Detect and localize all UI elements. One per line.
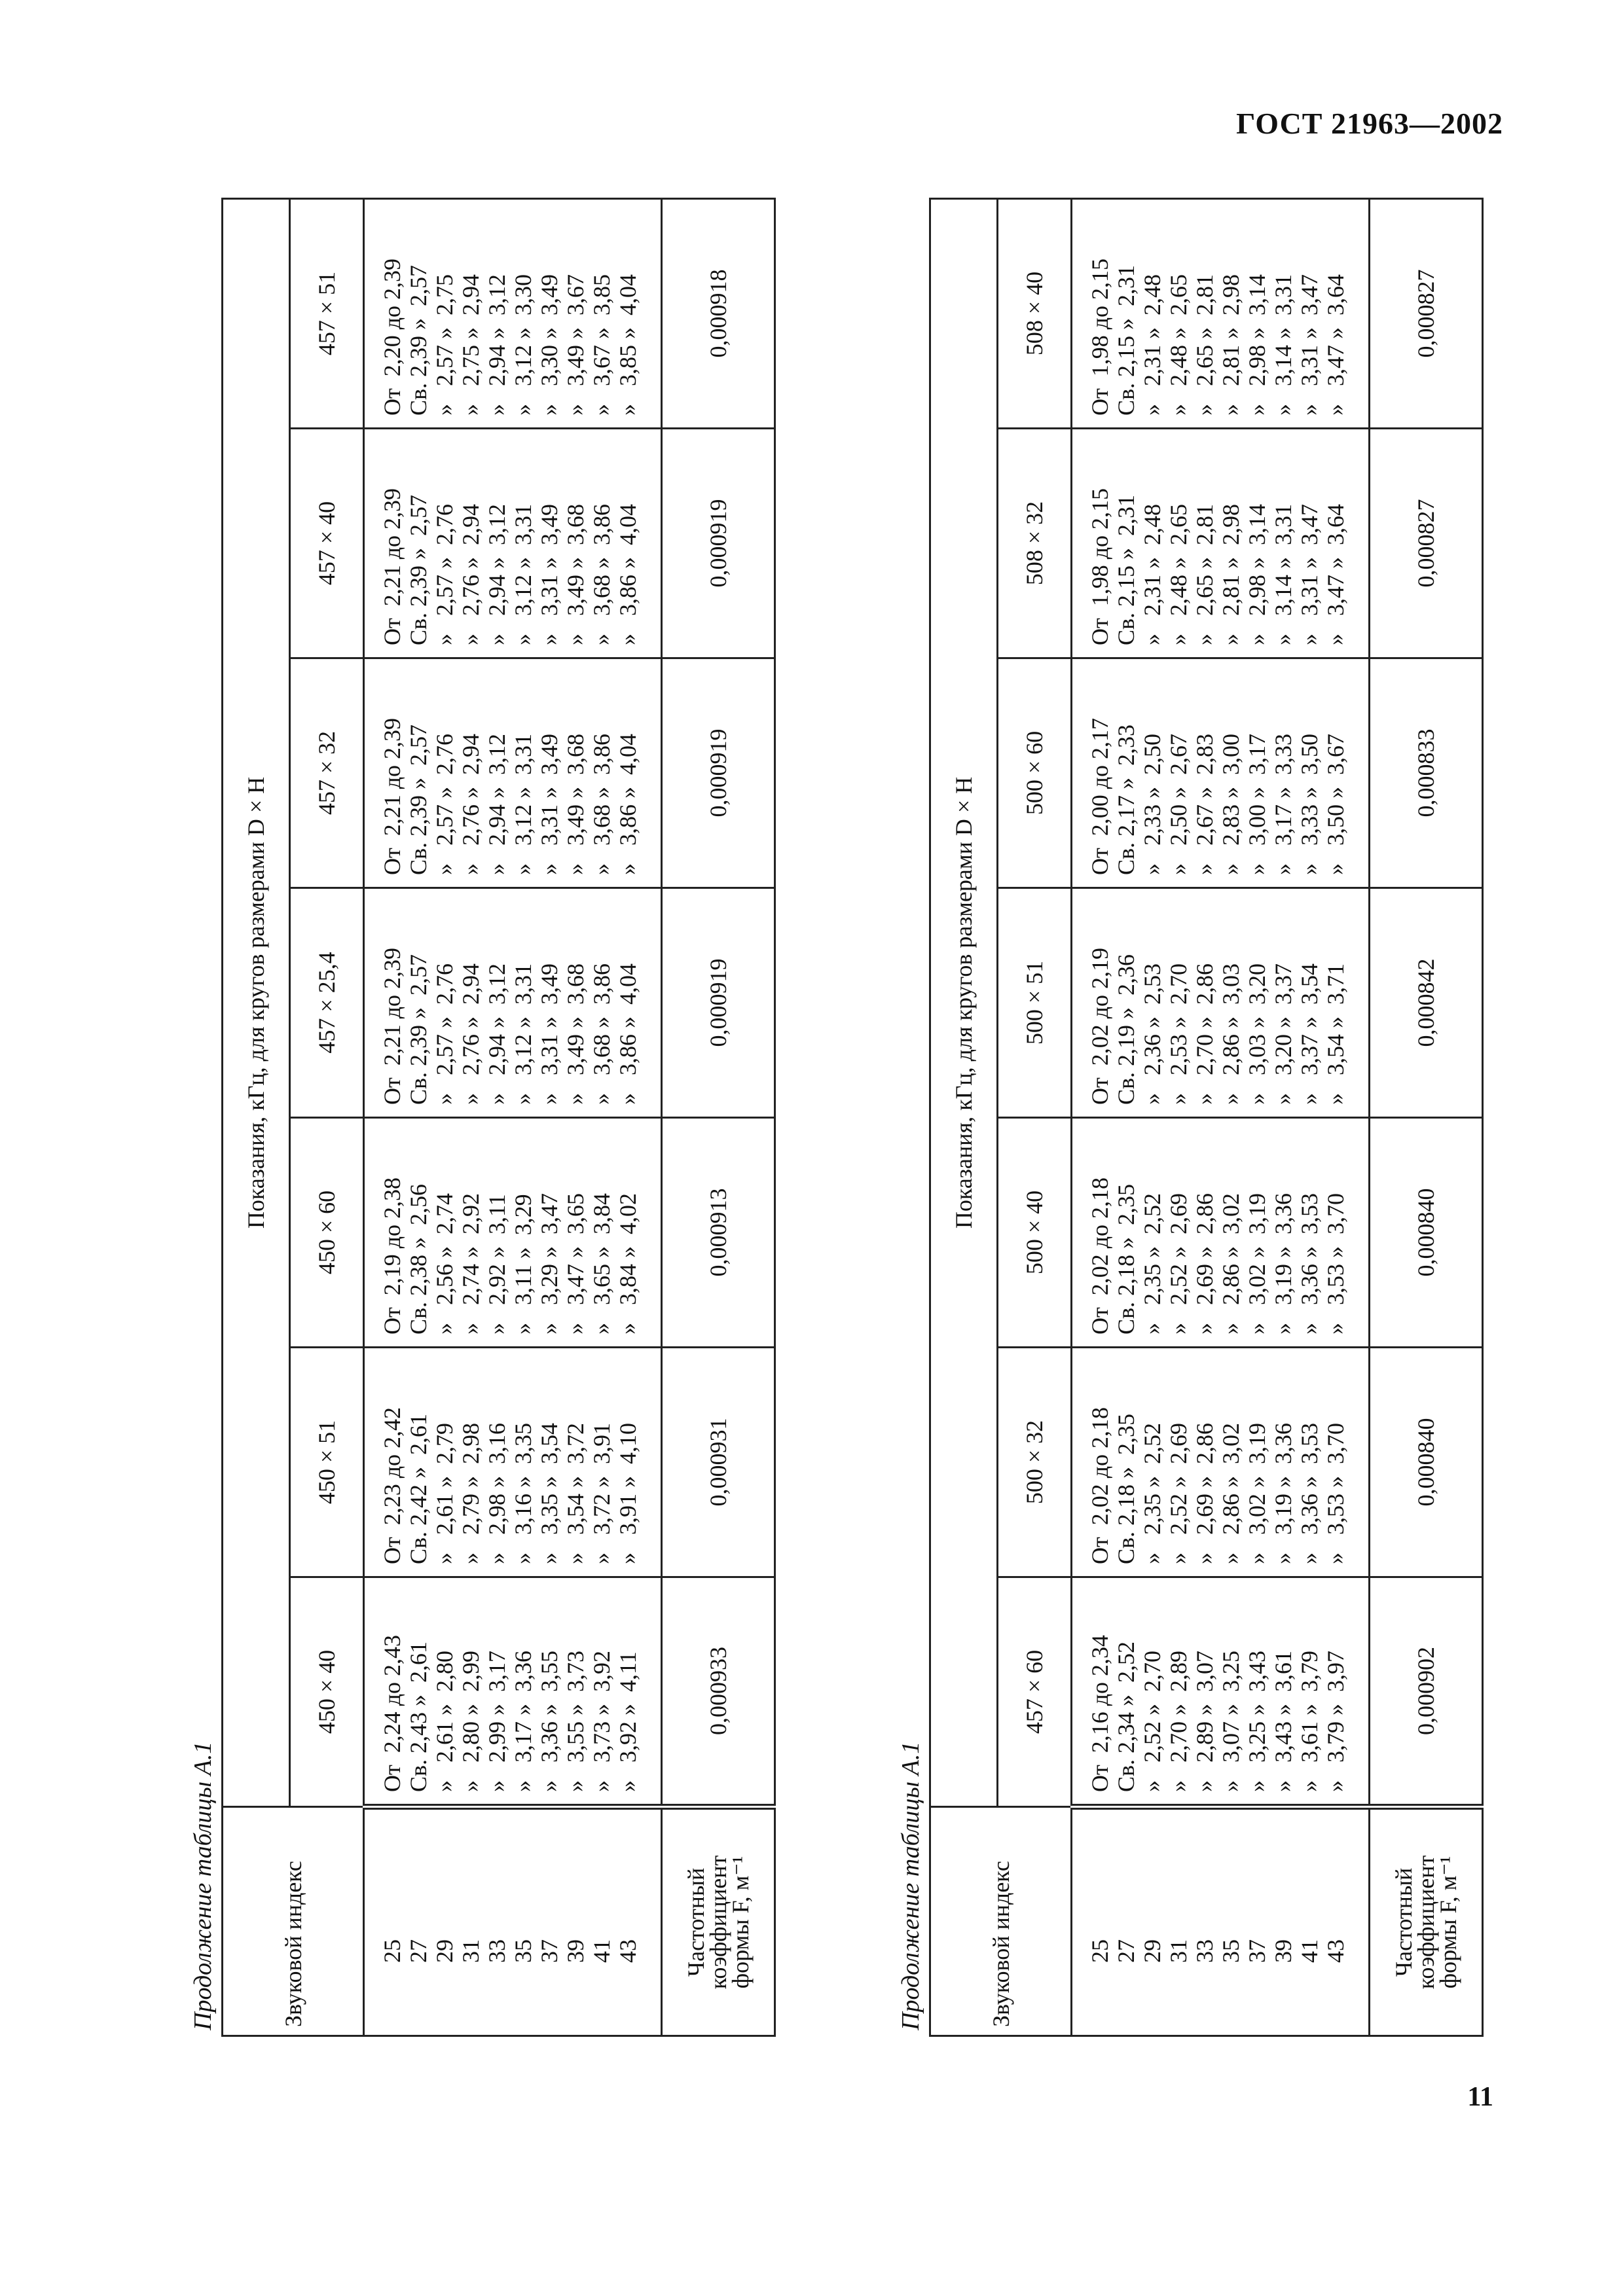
range-value: От 2,21 до 2,39	[379, 488, 405, 645]
range-value: » 2,57 » 2,76	[431, 734, 458, 875]
sound-index-value: 35	[1218, 1939, 1244, 1963]
range-value: От 2,00 до 2,17	[1087, 717, 1113, 875]
size-header: 457 × 32	[290, 658, 364, 888]
readings-table	[929, 198, 1484, 2037]
range-value: » 2,94 » 3,12	[484, 963, 510, 1105]
sound-index-value: 25	[1087, 1939, 1113, 1963]
range-value: » 3,67 » 3,85	[589, 274, 615, 416]
range-value: » 2,33 » 2,50	[1139, 734, 1165, 875]
range-cell	[1072, 429, 1370, 658]
coefficient-value: 0,000833	[1370, 658, 1483, 888]
range-value: » 3,50 » 3,67	[1322, 734, 1349, 875]
coefficient-value: 0,000840	[1370, 1348, 1483, 1577]
range-value: » 3,31 » 3,49	[536, 734, 562, 875]
sound-index-value: 25	[379, 1939, 405, 1963]
range-value: » 3,43 » 3,61	[1270, 1651, 1296, 1792]
range-cell	[364, 1577, 662, 1807]
range-value: » 3,86 » 4,04	[615, 504, 641, 645]
range-value: » 2,53 » 2,70	[1165, 963, 1192, 1105]
coefficient-value: 0,000919	[662, 658, 775, 888]
range-value: От 2,24 до 2,43	[379, 1634, 405, 1792]
range-value: » 3,86 » 4,04	[615, 963, 641, 1105]
sound-index-value: 31	[1165, 1939, 1192, 1963]
sound-index-value: 39	[562, 1939, 589, 1963]
range-value: » 2,92 » 3,11	[484, 1194, 510, 1335]
range-value: Св. 2,38 » 2,56	[405, 1183, 431, 1335]
size-header: 500 × 32	[998, 1348, 1072, 1577]
range-value: » 3,55 » 3,73	[562, 1651, 589, 1792]
range-value: От 2,20 до 2,39	[379, 258, 405, 416]
range-value: » 2,52 » 2,69	[1165, 1193, 1192, 1335]
range-value: » 2,76 » 2,94	[458, 734, 484, 875]
range-value: » 3,68 » 3,86	[589, 963, 615, 1105]
range-value: Св. 2,43 » 2,61	[405, 1641, 431, 1792]
size-header: 457 × 51	[290, 198, 364, 428]
range-value: » 2,74 » 2,92	[458, 1193, 484, 1335]
range-value: От 2,19 до 2,38	[379, 1177, 405, 1335]
range-value: » 3,19 » 3,36	[1270, 1423, 1296, 1564]
range-value: Св. 2,17 » 2,33	[1113, 724, 1139, 875]
sound-index-cell	[364, 1807, 662, 2036]
range-value: » 2,98 » 3,14	[1244, 274, 1270, 416]
sound-index-value: 33	[1192, 1939, 1218, 1963]
coefficient-label-line: Частотный	[1391, 1867, 1417, 1977]
range-value: » 3,20 » 3,37	[1270, 963, 1296, 1105]
sound-index-cell	[1072, 1807, 1370, 2036]
range-value: » 3,12 » 3,31	[510, 963, 536, 1105]
size-header: 508 × 32	[998, 429, 1072, 658]
range-value: » 3,02 » 3,19	[1244, 1423, 1270, 1564]
range-value: » 3,68 » 3,86	[589, 734, 615, 875]
coefficient-label-line: коэффициент	[1413, 1855, 1439, 1990]
range-value: » 3,49 » 3,68	[562, 734, 589, 875]
range-value: » 3,14 » 3,31	[1270, 504, 1296, 645]
coefficient-value: 0,000902	[1370, 1577, 1483, 1807]
range-value: » 2,61 » 2,80	[431, 1651, 458, 1792]
range-value: » 3,92 » 4,11	[615, 1651, 641, 1792]
range-value: » 3,47 » 3,64	[1322, 504, 1349, 645]
sound-index-value: 37	[536, 1939, 562, 1963]
range-value: » 3,31 » 3,47	[1296, 504, 1322, 645]
size-header: 457 × 60	[998, 1577, 1072, 1807]
sound-index-value: 43	[1322, 1939, 1349, 1963]
coefficient-value: 0,000842	[1370, 888, 1483, 1118]
size-header: 457 × 40	[290, 429, 364, 658]
table-block-1	[185, 198, 776, 2037]
range-value: » 3,02 » 3,19	[1244, 1193, 1270, 1335]
range-value: » 3,12 » 3,30	[510, 274, 536, 416]
range-value: » 2,35 » 2,52	[1139, 1193, 1165, 1335]
size-header: 500 × 40	[998, 1118, 1072, 1348]
sound-index-value: 37	[1244, 1939, 1270, 1963]
range-value: » 2,48 » 2,65	[1165, 274, 1192, 416]
range-value: От 2,02 до 2,18	[1087, 1177, 1113, 1335]
range-value: От 2,21 до 2,39	[379, 717, 405, 875]
sound-index-value: 29	[1139, 1939, 1165, 1963]
range-value: » 2,79 » 2,98	[458, 1423, 484, 1564]
range-value: » 3,53 » 3,70	[1322, 1193, 1349, 1335]
range-value: » 3,35 » 3,54	[536, 1423, 562, 1564]
range-value: Св. 2,18 » 2,35	[1113, 1413, 1139, 1564]
range-cell	[1072, 658, 1370, 888]
size-header: 450 × 60	[290, 1118, 364, 1348]
sound-index-value: 27	[1113, 1939, 1139, 1963]
range-value: » 3,31 » 3,47	[1296, 274, 1322, 416]
range-value: » 3,03 » 3,20	[1244, 963, 1270, 1105]
range-value: Св. 2,39 » 2,57	[405, 494, 431, 645]
size-header: 508 × 40	[998, 198, 1072, 428]
range-value: От 2,23 до 2,42	[379, 1407, 405, 1564]
range-value: » 3,31 » 3,49	[536, 504, 562, 645]
range-value: » 3,30 » 3,49	[536, 274, 562, 416]
range-value: » 2,86 » 3,02	[1218, 1193, 1244, 1335]
range-value: » 2,69 » 2,86	[1192, 1423, 1218, 1564]
coefficient-label	[1370, 1807, 1483, 2036]
coefficient-label-line: формы F, м⁻¹	[1435, 1856, 1461, 1989]
coefficient-label-line: коэффициент	[705, 1855, 731, 1990]
range-value: » 2,89 » 3,07	[1192, 1651, 1218, 1792]
range-value: » 3,49 » 3,68	[562, 504, 589, 645]
range-value: От 2,16 до 2,34	[1087, 1634, 1113, 1792]
sound-index-value: 33	[484, 1939, 510, 1963]
range-value: » 2,76 » 2,94	[458, 963, 484, 1105]
range-value: » 2,48 » 2,65	[1165, 504, 1192, 645]
range-value: » 2,70 » 2,86	[1192, 963, 1218, 1105]
range-value: » 3,12 » 3,31	[510, 504, 536, 645]
range-value: » 2,65 » 2,81	[1192, 274, 1218, 416]
range-value: » 2,50 » 2,67	[1165, 734, 1192, 875]
range-value: » 2,94 » 3,12	[484, 274, 510, 416]
range-value: От 2,02 до 2,19	[1087, 947, 1113, 1105]
range-value: » 3,16 » 3,35	[510, 1423, 536, 1564]
range-value: От 1,98 до 2,15	[1087, 488, 1113, 645]
range-value: » 2,98 » 3,16	[484, 1423, 510, 1564]
sound-index-value: 29	[431, 1939, 458, 1963]
range-value: » 3,86 » 4,04	[615, 734, 641, 875]
range-value: » 3,84 » 4,02	[615, 1193, 641, 1335]
range-cell	[364, 1118, 662, 1348]
range-value: Св. 2,39 » 2,57	[405, 264, 431, 416]
sound-index-header: Звуковой индекс	[930, 1807, 1072, 2036]
range-value: » 3,36 » 3,53	[1296, 1193, 1322, 1335]
range-value: » 2,36 » 2,53	[1139, 963, 1165, 1105]
range-value: » 2,75 » 2,94	[458, 274, 484, 416]
range-value: » 2,83 » 3,00	[1218, 734, 1244, 875]
range-value: » 3,79 » 3,97	[1322, 1651, 1349, 1792]
range-value: » 3,61 » 3,79	[1296, 1651, 1322, 1792]
range-value: От 2,02 до 2,18	[1087, 1407, 1113, 1564]
range-cell	[364, 198, 662, 428]
range-value: Св. 2,34 » 2,52	[1113, 1641, 1139, 1792]
sound-index-value: 39	[1270, 1939, 1296, 1963]
coefficient-value: 0,000931	[662, 1348, 775, 1577]
range-cell	[364, 429, 662, 658]
range-value: » 2,86 » 3,02	[1218, 1423, 1244, 1564]
range-value: » 3,49 » 3,67	[562, 274, 589, 416]
size-header: 500 × 60	[998, 658, 1072, 888]
range-value: » 2,86 » 3,03	[1218, 963, 1244, 1105]
range-cell	[1072, 1348, 1370, 1577]
range-value: » 3,33 » 3,50	[1296, 734, 1322, 875]
range-cell	[1072, 1577, 1370, 1807]
range-value: Св. 2,15 » 2,31	[1113, 264, 1139, 416]
coefficient-value: 0,000840	[1370, 1118, 1483, 1348]
sound-index-value: 35	[510, 1939, 536, 1963]
range-value: » 3,53 » 3,70	[1322, 1423, 1349, 1564]
sound-index-value: 41	[1296, 1939, 1322, 1963]
range-value: » 3,37 » 3,54	[1296, 963, 1322, 1105]
range-value: » 2,99 » 3,17	[484, 1651, 510, 1792]
range-value: » 2,80 » 2,99	[458, 1651, 484, 1792]
range-value: » 3,36 » 3,53	[1296, 1423, 1322, 1564]
range-value: » 2,61 » 2,79	[431, 1423, 458, 1564]
range-value: Св. 2,15 » 2,31	[1113, 494, 1139, 645]
range-value: » 2,94 » 3,12	[484, 734, 510, 875]
range-value: От 2,21 до 2,39	[379, 947, 405, 1105]
coefficient-value: 0,000918	[662, 198, 775, 428]
range-cell	[364, 888, 662, 1118]
range-cell	[1072, 888, 1370, 1118]
range-value: » 2,69 » 2,86	[1192, 1193, 1218, 1335]
range-value: » 3,54 » 3,72	[562, 1423, 589, 1564]
range-cell	[1072, 1118, 1370, 1348]
range-value: » 3,47 » 3,64	[1322, 274, 1349, 416]
range-value: » 2,70 » 2,89	[1165, 1651, 1192, 1792]
range-value: » 3,68 » 3,86	[589, 504, 615, 645]
readings-group-header-text: Показания, кГц, для кругов размерами D × H	[243, 776, 269, 1229]
range-cell	[1072, 198, 1370, 428]
range-value: » 2,98 » 3,14	[1244, 504, 1270, 645]
coefficient-label-line: Частотный	[683, 1867, 709, 1977]
readings-group-header	[930, 198, 998, 1806]
coefficient-value: 0,000919	[662, 429, 775, 658]
range-value: Св. 2,19 » 2,36	[1113, 954, 1139, 1105]
range-value: » 3,65 » 3,84	[589, 1193, 615, 1335]
range-value: » 3,72 » 3,91	[589, 1423, 615, 1564]
range-value: » 2,57 » 2,76	[431, 504, 458, 645]
size-header: 457 × 25,4	[290, 888, 364, 1118]
range-cell	[364, 658, 662, 888]
range-value: » 3,25 » 3,43	[1244, 1651, 1270, 1792]
range-value: » 2,56 » 2,74	[431, 1193, 458, 1335]
coefficient-value: 0,000827	[1370, 198, 1483, 428]
table-block-2	[892, 198, 1484, 2037]
range-value: » 3,07 » 3,25	[1218, 1651, 1244, 1792]
range-value: От 1,98 до 2,15	[1087, 258, 1113, 416]
coefficient-value: 0,000919	[662, 888, 775, 1118]
range-value: » 2,67 » 2,83	[1192, 734, 1218, 875]
range-cell	[364, 1348, 662, 1577]
range-value: » 2,31 » 2,48	[1139, 274, 1165, 416]
coefficient-value: 0,000933	[662, 1577, 775, 1807]
range-value: Св. 2,39 » 2,57	[405, 724, 431, 875]
coefficient-label-line: формы F, м⁻¹	[727, 1856, 754, 1989]
sound-index-value: 31	[458, 1939, 484, 1963]
sound-index-value: 43	[615, 1939, 641, 1963]
sound-index-value: 27	[405, 1939, 431, 1963]
range-value: » 3,31 » 3,49	[536, 963, 562, 1105]
coefficient-value: 0,000913	[662, 1118, 775, 1348]
range-value: Св. 2,42 » 2,61	[405, 1413, 431, 1564]
range-value: » 2,52 » 2,70	[1139, 1651, 1165, 1792]
coefficient-value: 0,000827	[1370, 429, 1483, 658]
table-caption: Продолжение таблицы А.1	[189, 1741, 217, 2030]
range-value: » 3,12 » 3,31	[510, 734, 536, 875]
range-value: » 3,36 » 3,55	[536, 1651, 562, 1792]
range-value: » 2,57 » 2,75	[431, 274, 458, 416]
range-value: » 2,94 » 3,12	[484, 504, 510, 645]
range-value: Св. 2,39 » 2,57	[405, 954, 431, 1105]
coefficient-label	[662, 1807, 775, 2036]
range-value: » 3,14 » 3,31	[1270, 274, 1296, 416]
range-value: » 3,47 » 3,65	[562, 1193, 589, 1335]
document-header: ГОСТ 21963—2002	[1236, 107, 1503, 140]
range-value: » 3,19 » 3,36	[1270, 1193, 1296, 1335]
range-value: » 2,57 » 2,76	[431, 963, 458, 1105]
range-value: » 3,11 » 3,29	[510, 1194, 536, 1335]
range-value: » 2,81 » 2,98	[1218, 274, 1244, 416]
size-header: 500 × 51	[998, 888, 1072, 1118]
page-number: 11	[1467, 2082, 1493, 2112]
range-value: » 2,76 » 2,94	[458, 504, 484, 645]
readings-group-header	[223, 198, 290, 1806]
range-value: Св. 2,18 » 2,35	[1113, 1183, 1139, 1335]
readings-group-header-text: Показания, кГц, для кругов размерами D × H	[951, 776, 977, 1229]
range-value: » 2,81 » 2,98	[1218, 504, 1244, 645]
size-header: 450 × 51	[290, 1348, 364, 1577]
size-header: 450 × 40	[290, 1577, 364, 1807]
range-value: » 2,35 » 2,52	[1139, 1423, 1165, 1564]
range-value: » 3,17 » 3,33	[1270, 734, 1296, 875]
range-value: » 3,85 » 4,04	[615, 274, 641, 416]
sound-index-value: 41	[589, 1939, 615, 1963]
range-value: » 3,00 » 3,17	[1244, 734, 1270, 875]
range-value: » 3,49 » 3,68	[562, 963, 589, 1105]
range-value: » 3,91 » 4,10	[615, 1423, 641, 1564]
range-value: » 3,17 » 3,36	[510, 1651, 536, 1792]
readings-table	[221, 198, 776, 2037]
sound-index-header: Звуковой индекс	[223, 1807, 364, 2036]
range-value: » 2,52 » 2,69	[1165, 1423, 1192, 1564]
range-value: » 3,73 » 3,92	[589, 1651, 615, 1792]
range-value: » 2,31 » 2,48	[1139, 504, 1165, 645]
range-value: » 3,54 » 3,71	[1322, 963, 1349, 1105]
table-caption: Продолжение таблицы А.1	[897, 1741, 924, 2030]
range-value: » 2,65 » 2,81	[1192, 504, 1218, 645]
range-value: » 3,29 » 3,47	[536, 1193, 562, 1335]
